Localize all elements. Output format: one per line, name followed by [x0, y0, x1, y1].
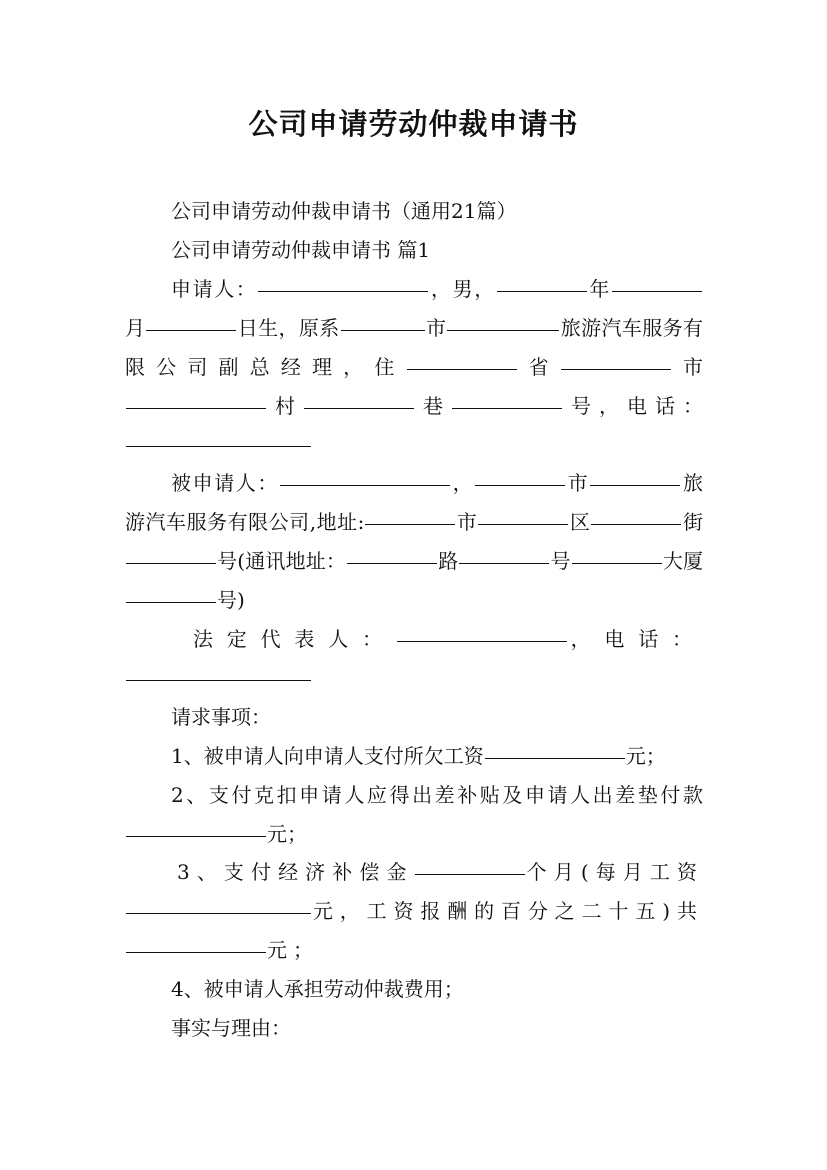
document-body: [125, 192, 703, 1048]
building-label: 大厦: [662, 549, 703, 574]
representative-paragraph: [125, 620, 703, 698]
building-number-label: 号): [217, 588, 245, 613]
compensation-total-blank: [126, 951, 266, 953]
residence-city-label: 市: [671, 354, 704, 379]
claim-item-2: [125, 776, 703, 854]
respondent-comma: ，: [451, 471, 475, 496]
mailing-address-label: 号(通讯地址：: [217, 549, 347, 574]
respondent-city-blank: [475, 484, 565, 486]
address-street-blank: [591, 523, 681, 525]
lane-label: 巷: [415, 393, 451, 418]
company-position: 旅游汽车服务有限公司副总经理，住: [125, 315, 703, 379]
applicant-gender: ，男，: [429, 276, 496, 301]
representative-phone-blank: [126, 679, 311, 681]
province-blank: [407, 368, 517, 370]
origin-city-blank: [341, 329, 425, 331]
lane-blank: [304, 407, 414, 409]
representative-name-blank: [397, 640, 567, 642]
claim-1-text: 1、被申请人向申请人支付所欠工资: [171, 743, 484, 768]
address-number-blank: [126, 562, 216, 564]
month-label: 月: [125, 315, 146, 340]
monthly-wage-label: 个月(每月工资: [525, 860, 703, 885]
respondent-paragraph: [125, 464, 703, 620]
respondent-label: 被申请人：: [171, 471, 279, 496]
claim-3-text: 3、支付经济补偿金: [177, 860, 414, 885]
claim-3-unit: 元；: [267, 938, 319, 963]
respondent-company: 旅游汽车服务有限公司,地址:: [125, 471, 704, 535]
section-heading: 公司申请劳动仲裁申请书 篇1: [171, 237, 431, 262]
claims-heading: 请求事项：: [171, 704, 271, 729]
unpaid-wage-blank: [485, 757, 625, 759]
document-subtitle: 公司申请劳动仲裁申请书（通用21篇）: [171, 199, 517, 223]
claim-1-unit: 元；: [625, 743, 666, 768]
building-number-blank: [126, 601, 216, 603]
facts-heading: 事实与理由：: [171, 1016, 291, 1041]
city-label: 市: [425, 315, 447, 340]
monthly-wage-blank: [126, 912, 311, 914]
born-label: 日生，原系: [237, 315, 340, 340]
claim-item-4: 4、被申请人承担劳动仲裁费用；: [171, 977, 464, 1002]
mailing-building-blank: [572, 562, 662, 564]
mailing-number-blank: [459, 562, 549, 564]
respondent-name-blank: [280, 484, 450, 486]
compensation-months-blank: [415, 873, 525, 875]
document-title: 公司申请劳动仲裁申请书: [248, 107, 579, 141]
province-label: 省: [517, 354, 560, 379]
year-label: 年: [587, 276, 612, 301]
district-label: 区: [569, 510, 591, 535]
address-city-blank: [365, 523, 455, 525]
claim-2-text: 2、支付克扣申请人应得出差补贴及申请人出差垫付款: [171, 782, 703, 807]
claim-2-unit: 元；: [267, 821, 307, 846]
residence-city-blank: [561, 368, 671, 370]
mailing-road-blank: [347, 562, 437, 564]
applicant-phone-blank: [126, 445, 311, 447]
allowance-amount-blank: [126, 835, 266, 837]
street-label: 街: [682, 510, 703, 535]
village-blank: [126, 407, 266, 409]
company-name-blank: [447, 329, 559, 331]
applicant-paragraph: [125, 270, 703, 465]
birth-day-blank: [146, 329, 236, 331]
respondent-city-label: 市: [566, 471, 590, 496]
applicant-label: 申请人：: [171, 276, 258, 301]
respondent-company-blank: [590, 484, 680, 486]
address-district-blank: [478, 523, 568, 525]
address-city-label: 市: [456, 510, 478, 535]
claim-3-remark: 元，工资报酬的百分之二十五)共: [312, 899, 703, 924]
house-number-blank: [452, 407, 562, 409]
phone-label: 号，电话：: [563, 393, 703, 418]
representative-phone-label: ，电话：: [567, 626, 704, 651]
birth-month-blank: [612, 290, 702, 292]
road-label: 路: [438, 549, 459, 574]
applicant-name-blank: [258, 290, 428, 292]
birth-year-blank: [497, 290, 587, 292]
number-label: 号: [550, 549, 571, 574]
representative-label: 法定代表人：: [193, 626, 396, 651]
claim-item-3: [125, 853, 703, 970]
claim-item-1: [125, 737, 703, 776]
village-label: 村: [267, 393, 303, 418]
